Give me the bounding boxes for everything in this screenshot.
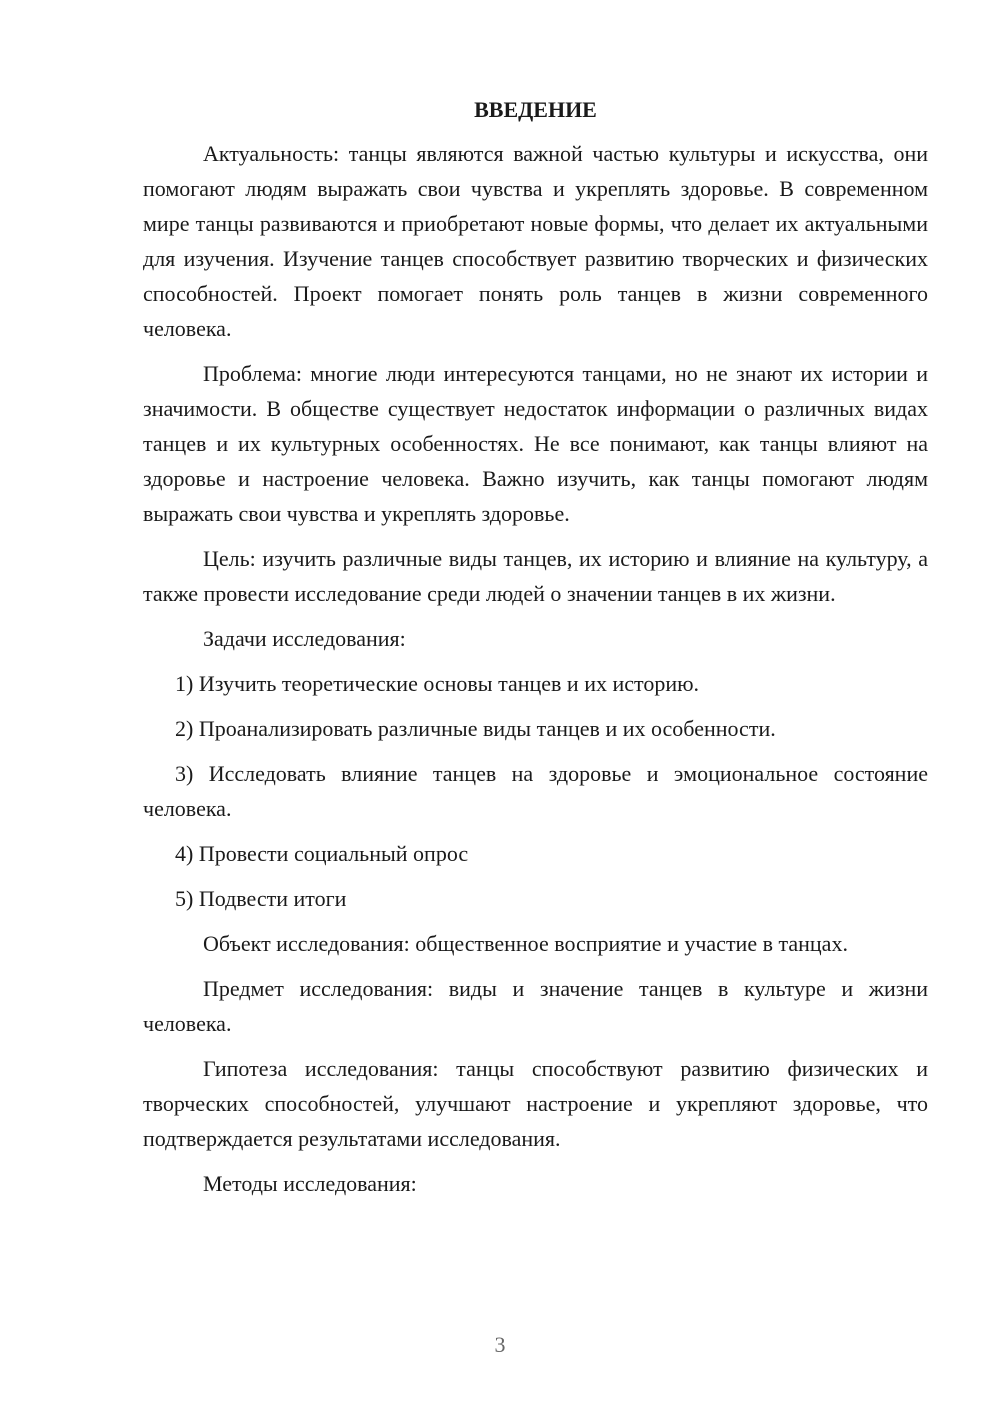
task-item-4: 4) Провести социальный опрос (175, 841, 469, 866)
page-title: ВВЕДЕНИЕ (474, 97, 597, 122)
subject-paragraph: Предмет исследования: виды и значение танцев в культуре и жизни человека. (143, 976, 928, 1036)
object-paragraph: Объект исследования: общественное восприятие и участие в танцах. (203, 931, 848, 956)
page-number: 3 (494, 1332, 506, 1357)
hypothesis-paragraph: Гипотеза исследования: танцы способствуют развитию физических и творческих способностей, улучшают настроение и укрепляют здоровье, что подтверждается результатами исследования. (143, 1056, 928, 1151)
task-item-3: 3) Исследовать влияние танцев на здоровье и эмоциональное состояние человека. (143, 761, 928, 821)
methods-heading: Методы исследования: (203, 1171, 417, 1196)
task-item-2: 2) Проанализировать различные виды танцев и их особенности. (175, 716, 776, 741)
problem-paragraph: Проблема: многие люди интересуются танцами, но не знают их истории и значимости. В обществе существует недостаток информации о различных видах танцев и их культурных особенностях. Не все понимают, как танцы влияют на здоровье и настроение человека. Важно изучить, как танцы помогают людям выражать свои чувства и укреплять здоровье. (143, 361, 928, 526)
task-item-1: 1) Изучить теоретические основы танцев и их историю. (175, 671, 700, 696)
task-item-5: 5) Подвести итоги (175, 886, 347, 911)
goal-paragraph: Цель: изучить различные виды танцев, их историю и влияние на культуру, а также провести исследование среди людей о значении танцев в их жизни. (143, 546, 928, 606)
relevance-paragraph: Актуальность: танцы являются важной частью культуры и искусства, они помогают людям выражать свои чувства и укреплять здоровье. В современном мире танцы развиваются и приобретают новые формы, что делает их актуальными для изучения. Изучение танцев способствует развитию творческих и физических способностей. Проект помогает понять роль танцев в жизни современного человека. (143, 141, 928, 341)
document-page (143, 94, 928, 1211)
tasks-heading: Задачи исследования: (203, 626, 406, 651)
